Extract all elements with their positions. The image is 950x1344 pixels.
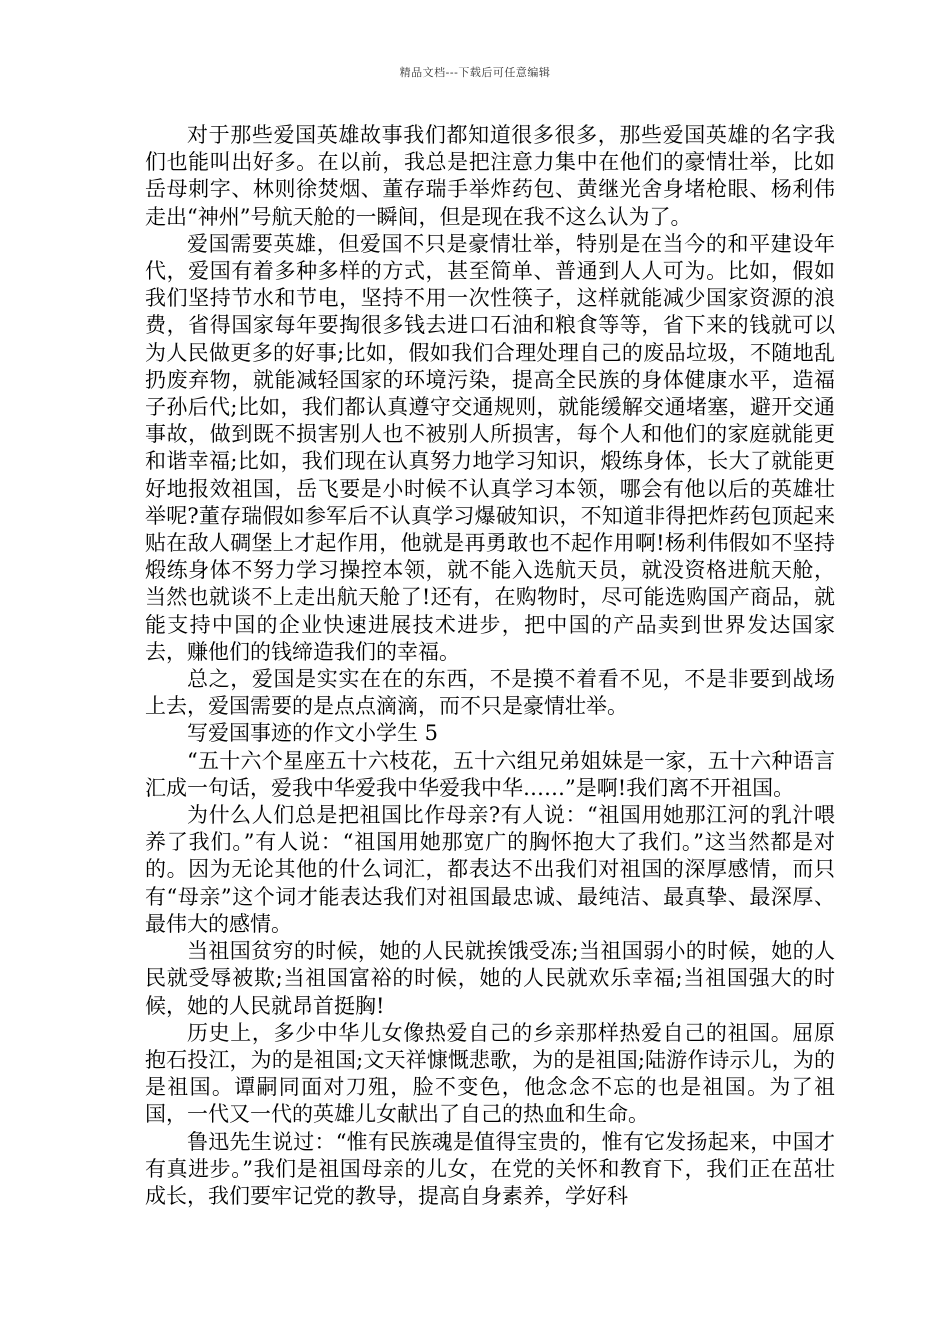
paragraph: 对于那些爱国英雄故事我们都知道很多很多，那些爱国英雄的名字我们也能叫出好多。在以前，我总是把注意力集中在他们的豪情壮举，比如岳母刺字、林则徐焚烟、董存瑞手举炸药包、黄继光舍身堵枪眼、杨利伟走出“神州”号航天舱的一瞬间，但是现在我不这么认为了。 [145,123,835,229]
page-header: 精品文档---下载后可任意编辑 [399,66,551,79]
section-title: 写爱国事迹的作文小学生 5 [187,721,439,746]
paragraph: 历史上，多少中华儿女像热爱自己的乡亲那样热爱自己的祖国。屈原抱石投江，为的是祖国;文天祥慷慨悲歌，为的是祖国;陆游作诗示儿，为的是祖国。谭嗣同面对刀殂，脸不变色，他念念不忘的也是祖国。为了祖国，一代又一代的英雄儿女献出了自己的热血和生命。 [145,1020,835,1127]
paragraph: 爱国需要英雄，但爱国不只是豪情壮举，特别是在当今的和平建设年代，爱国有着多种多样的方式，甚至简单、普通到人人可为。比如，假如我们坚持节水和节电，坚持不用一次性筷子，这样就能减少国家资源的浪费，省得国家每年要掏很多钱去进口石油和粮食等等，省下来的钱就可以为人民做更多的好事;比如，假如我们合理处理自己的废品垃圾，不随地乱扔废弃物，就能减轻国家的环境污染，提高全民族的身体健康水平，造福子孙后代;比如，我们都认真遵守交通规则，就能缓解交通堵塞，避开交通事故，做到既不损害别人也不被别人所损害，每个人和他们的家庭就能更和谐幸福;比如，我们现在认真努力地学习知识，煅练身体，长大了就能更好地报效祖国，岳飞要是小时候不认真学习本领，哪会有他以后的英雄壮举呢?董存瑞假如参军后不认真学习爆破知识，不知道非得把炸药包顶起来贴在敌人碉堡上才起作用，他就是再勇敢也不起作用啊!杨利伟假如不坚持煅练身体不努力学习操控本领，就不能入选航天员，就没资格进航天舱，当然也就谈不上走出航天舱了!还有，在购物时，尽可能选购国产商品，就能支持中国的企业快速进展技术进步，把中国的产品卖到世界发达国家去，赚他们的钱缔造我们的幸福。 [145,231,835,664]
paragraph: 鲁迅先生说过：“惟有民族魂是值得宝贵的，惟有它发扬起来，中国才有真进步。”我们是祖国母亲的儿女，在党的关怀和教育下，我们正在茁壮成长，我们要牢记党的教导，提高自身素养，学好科 [145,1129,835,1208]
paragraph: 总之，爱国是实实在在的东西，不是摸不着看不见，不是非要到战场上去，爱国需要的是点点滴滴，而不只是豪情壮举。 [145,667,835,719]
paragraph: “五十六个星座五十六枝花，五十六组兄弟姐妹是一家，五十六种语言汇成一句话，爱我中华爱我中华爱我中华……”是啊!我们离不开祖国。 [145,748,835,800]
paragraph: 为什么人们总是把祖国比作母亲?有人说：“祖国用她那江河的乳汁喂养了我们。”有人说：“祖国用她那宽广的胸怀抱大了我们。”这当然都是对的。因为无论其他的什么词汇，都表达不出我们对祖国的深厚感情，而只有“母亲”这个词才能表达我们对祖国最忠诚、最纯洁、最真挚、最深厚、最伟大的感情。 [145,803,835,936]
document-body [145,122,835,1210]
paragraph: 当祖国贫穷的时候，她的人民就挨饿受冻;当祖国弱小的时候，她的人民就受辱被欺;当祖国富裕的时候，她的人民就欢乐幸福;当祖国强大的时候，她的人民就昂首挺胸! [145,939,835,1018]
